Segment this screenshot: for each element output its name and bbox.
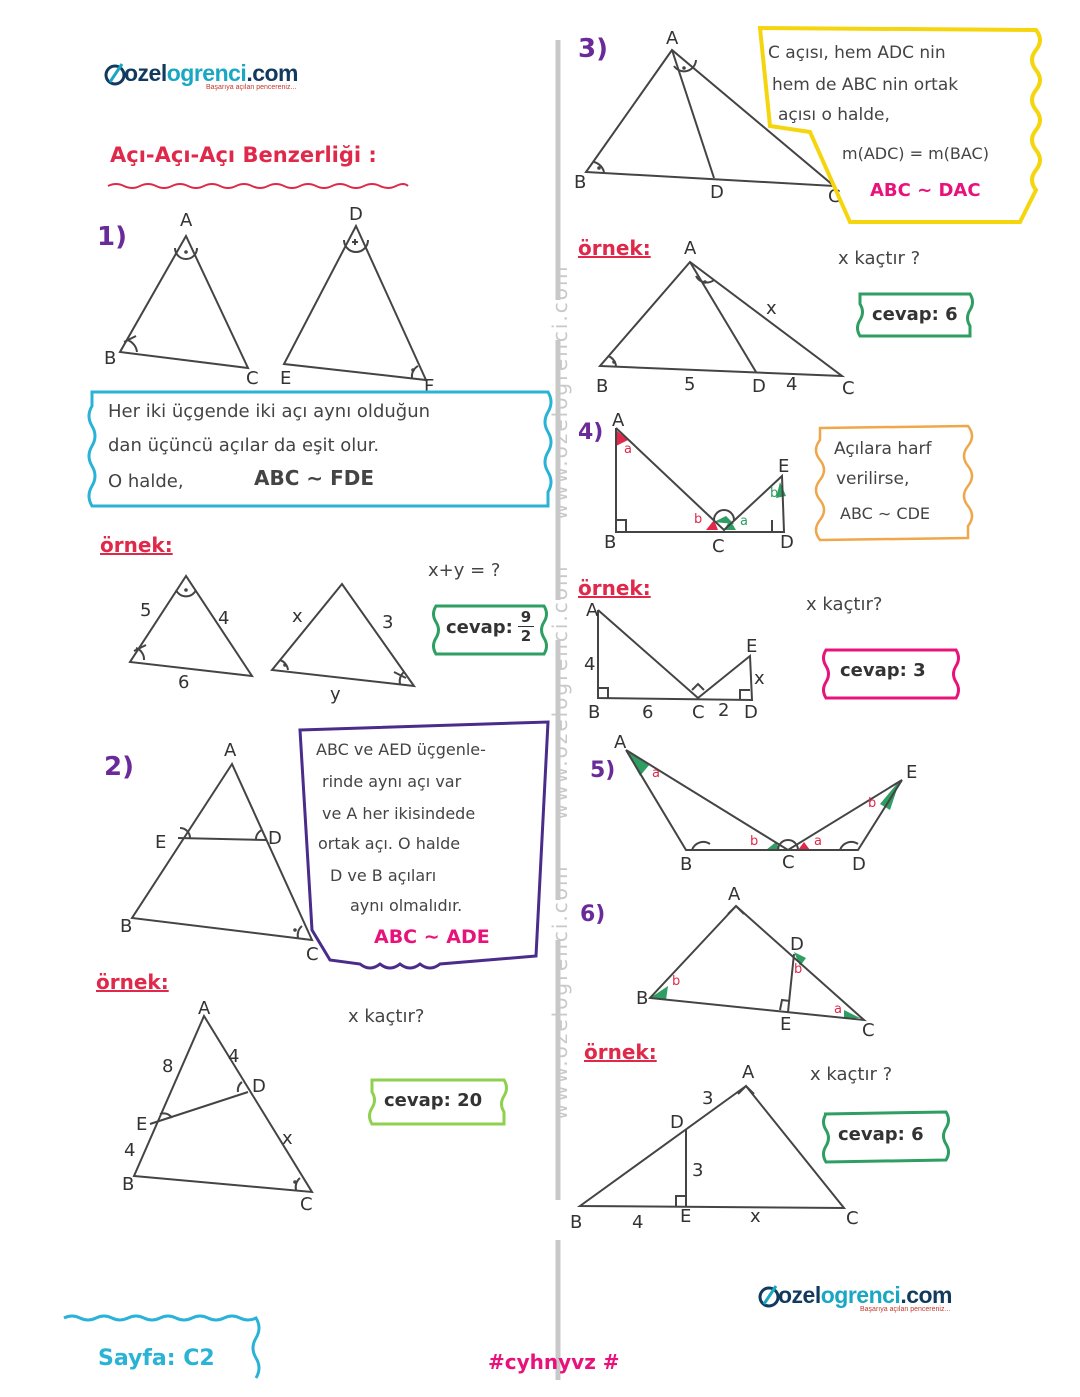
side-label: x bbox=[292, 606, 303, 627]
vertex-label: E bbox=[136, 1114, 148, 1135]
vertex-label: E bbox=[778, 456, 790, 477]
case-number: 2) bbox=[104, 752, 134, 782]
vertex-label: A bbox=[684, 238, 697, 259]
side-label: 2 bbox=[718, 700, 730, 721]
case4-box-line: ABC ∼ CDE bbox=[840, 504, 930, 523]
vertex-label: A bbox=[180, 210, 193, 231]
case-number: 1) bbox=[97, 222, 127, 252]
question-text: x kaçtır? bbox=[348, 1006, 425, 1027]
vertex-label: D bbox=[852, 854, 866, 875]
vertex-label: A bbox=[586, 600, 599, 621]
brand-tagline: Başarıya açılan pencereniz... bbox=[206, 84, 297, 91]
answer-text: cevap: 6 bbox=[872, 304, 958, 325]
side-label: 5 bbox=[140, 600, 152, 621]
vertex-label: D bbox=[252, 1076, 266, 1097]
brand-name-mid: ogrenci bbox=[166, 60, 247, 86]
side-label: 8 bbox=[162, 1056, 174, 1077]
angle-label: a bbox=[652, 766, 660, 781]
case2-box-line: ve A her ikisindede bbox=[322, 804, 476, 823]
vertex-label: B bbox=[604, 532, 617, 553]
case2-box-line: D ve B açıları bbox=[330, 866, 437, 885]
angle-label: a bbox=[814, 834, 822, 849]
angle-label: a bbox=[624, 442, 632, 457]
side-label: 3 bbox=[702, 1088, 714, 1109]
angle-label: b bbox=[868, 796, 877, 811]
side-label: 3 bbox=[692, 1160, 704, 1181]
example-label: örnek: bbox=[100, 533, 173, 557]
vertex-label: B bbox=[122, 1174, 135, 1195]
question-text: x+y = ? bbox=[428, 560, 501, 581]
author-hashtag: #cyhnyvz # bbox=[488, 1350, 620, 1374]
watermark: www.ozelogrenci.com bbox=[548, 564, 572, 820]
answer-text: cevap: 3 bbox=[840, 660, 926, 681]
vertex-label: C bbox=[246, 368, 259, 389]
case1-box-formula: ABC ∼ FDE bbox=[254, 466, 375, 490]
angle-label: b bbox=[750, 834, 759, 849]
side-label: 6 bbox=[642, 702, 654, 723]
case-number: 6) bbox=[580, 902, 606, 927]
page-number: Sayfa: C2 bbox=[98, 1346, 215, 1371]
vertex-label: E bbox=[155, 832, 167, 853]
vertex-label: E bbox=[780, 1014, 792, 1035]
case2-box-line: ortak açı. O halde bbox=[318, 834, 461, 853]
angle-label: b bbox=[794, 962, 803, 977]
case2-box-line: aynı olmalıdır. bbox=[350, 896, 463, 915]
case2-box-line: rinde aynı açı var bbox=[322, 772, 462, 791]
vertex-label: D bbox=[349, 204, 363, 225]
vertex-label: D bbox=[790, 934, 804, 955]
side-label: 4 bbox=[632, 1212, 644, 1233]
page-title: Açı-Açı-Açı Benzerliği : bbox=[110, 143, 377, 167]
case-number: 4) bbox=[578, 420, 604, 445]
case3-box-line: açısı o halde, bbox=[778, 105, 890, 125]
vertex-label: B bbox=[120, 916, 133, 937]
vertex-label: C bbox=[846, 1208, 859, 1229]
side-label: x bbox=[750, 1206, 761, 1227]
vertex-label: E bbox=[746, 636, 758, 657]
case3-box-line: m(ADC) = m(BAC) bbox=[842, 144, 989, 163]
side-label: 4 bbox=[584, 654, 596, 675]
vertex-label: D bbox=[752, 376, 766, 397]
vertex-label: D bbox=[780, 532, 794, 553]
vertex-label: B bbox=[680, 854, 693, 875]
vertex-label: C bbox=[842, 378, 855, 399]
vertex-label: E bbox=[280, 368, 292, 389]
brand-tagline: Başarıya açılan pencereniz... bbox=[860, 1306, 951, 1313]
vertex-label: C bbox=[306, 944, 319, 965]
case2-box-line: ABC ve AED üçgenle- bbox=[316, 740, 486, 759]
angle-label: a bbox=[834, 1002, 842, 1017]
case2-box-formula: ABC ∼ ADE bbox=[374, 926, 490, 948]
vertex-label: B bbox=[104, 348, 117, 369]
question-text: x kaçtır? bbox=[806, 594, 883, 615]
watermark: www.ozelogrenci.com bbox=[548, 264, 572, 520]
case1-box-line: dan üçüncü açılar da eşit olur. bbox=[108, 435, 380, 456]
side-label: 5 bbox=[684, 374, 696, 395]
answer-text: cevap: 20 bbox=[384, 1090, 483, 1111]
example-label: örnek: bbox=[584, 1040, 657, 1064]
side-label: 4 bbox=[124, 1140, 136, 1161]
angle-label: b bbox=[672, 974, 681, 989]
vertex-label: C bbox=[862, 1020, 875, 1041]
side-label: x bbox=[766, 298, 777, 319]
vertex-label: C bbox=[712, 536, 725, 557]
case4-box-line: Açılara harf bbox=[834, 439, 932, 459]
vertex-label: D bbox=[268, 828, 282, 849]
case3-box-formula: ABC ∼ DAC bbox=[870, 180, 981, 201]
side-label: 4 bbox=[228, 1046, 240, 1067]
question-text: x kaçtır ? bbox=[838, 248, 921, 269]
answer-text: cevap: bbox=[446, 617, 513, 638]
vertex-label: C bbox=[692, 702, 705, 723]
vertex-label: B bbox=[570, 1212, 583, 1233]
example-label: örnek: bbox=[578, 236, 651, 260]
case1-box-line: O halde, bbox=[108, 471, 184, 492]
vertex-label: A bbox=[614, 732, 627, 753]
vertex-label: B bbox=[636, 988, 649, 1009]
angle-label: a bbox=[740, 514, 748, 529]
vertex-label: D bbox=[710, 182, 724, 203]
side-label: x bbox=[282, 1128, 293, 1149]
side-label: 3 bbox=[382, 612, 394, 633]
case1-box-line: Her iki üçgende iki açı aynı olduğun bbox=[108, 401, 431, 422]
vertex-label: A bbox=[612, 410, 625, 431]
vertex-label: C bbox=[828, 186, 841, 207]
fraction-numerator: 9 bbox=[518, 608, 534, 627]
vertex-label: B bbox=[588, 702, 601, 723]
case3-box-line: hem de ABC nin ortak bbox=[772, 75, 959, 95]
vertex-label: E bbox=[906, 762, 918, 783]
angle-label: b bbox=[770, 486, 779, 501]
case3-box-line: C açısı, hem ADC nin bbox=[768, 43, 946, 63]
vertex-label: E bbox=[680, 1206, 692, 1227]
vertex-label: A bbox=[728, 884, 741, 905]
brand-name-prefix: ozel bbox=[778, 1282, 821, 1308]
example-label: örnek: bbox=[578, 576, 651, 600]
vertex-label: B bbox=[574, 172, 587, 193]
vertex-label: D bbox=[744, 702, 758, 723]
vertex-label: B bbox=[596, 376, 609, 397]
example-label: örnek: bbox=[96, 970, 169, 994]
angle-label: b bbox=[694, 512, 703, 527]
side-label: x bbox=[754, 668, 765, 689]
watermark: www.ozelogrenci.com bbox=[548, 864, 572, 1120]
fraction-denominator: 2 bbox=[520, 627, 532, 645]
vertex-label: A bbox=[224, 740, 237, 761]
case-number: 3) bbox=[578, 34, 608, 64]
case4-box-line: verilirse, bbox=[836, 469, 910, 489]
vertex-label: A bbox=[666, 28, 679, 49]
brand-name-prefix: ozel bbox=[124, 60, 167, 86]
question-text: x kaçtır ? bbox=[810, 1064, 893, 1085]
vertex-label: C bbox=[300, 1194, 313, 1215]
case-number: 5) bbox=[590, 758, 616, 783]
side-label: y bbox=[330, 684, 341, 705]
brand-name-suffix: .com bbox=[246, 60, 298, 86]
vertex-label: C bbox=[782, 852, 795, 873]
vertex-label: A bbox=[198, 998, 211, 1019]
vertex-label: A bbox=[742, 1062, 755, 1083]
vertex-label: D bbox=[670, 1112, 684, 1133]
side-label: 6 bbox=[178, 672, 190, 693]
side-label: 4 bbox=[218, 608, 230, 629]
answer-text: cevap: 6 bbox=[838, 1124, 924, 1145]
brand-name-mid: ogrenci bbox=[820, 1282, 901, 1308]
brand-name-suffix: .com bbox=[900, 1282, 952, 1308]
vertex-label: F bbox=[424, 376, 435, 397]
side-label: 4 bbox=[786, 374, 798, 395]
